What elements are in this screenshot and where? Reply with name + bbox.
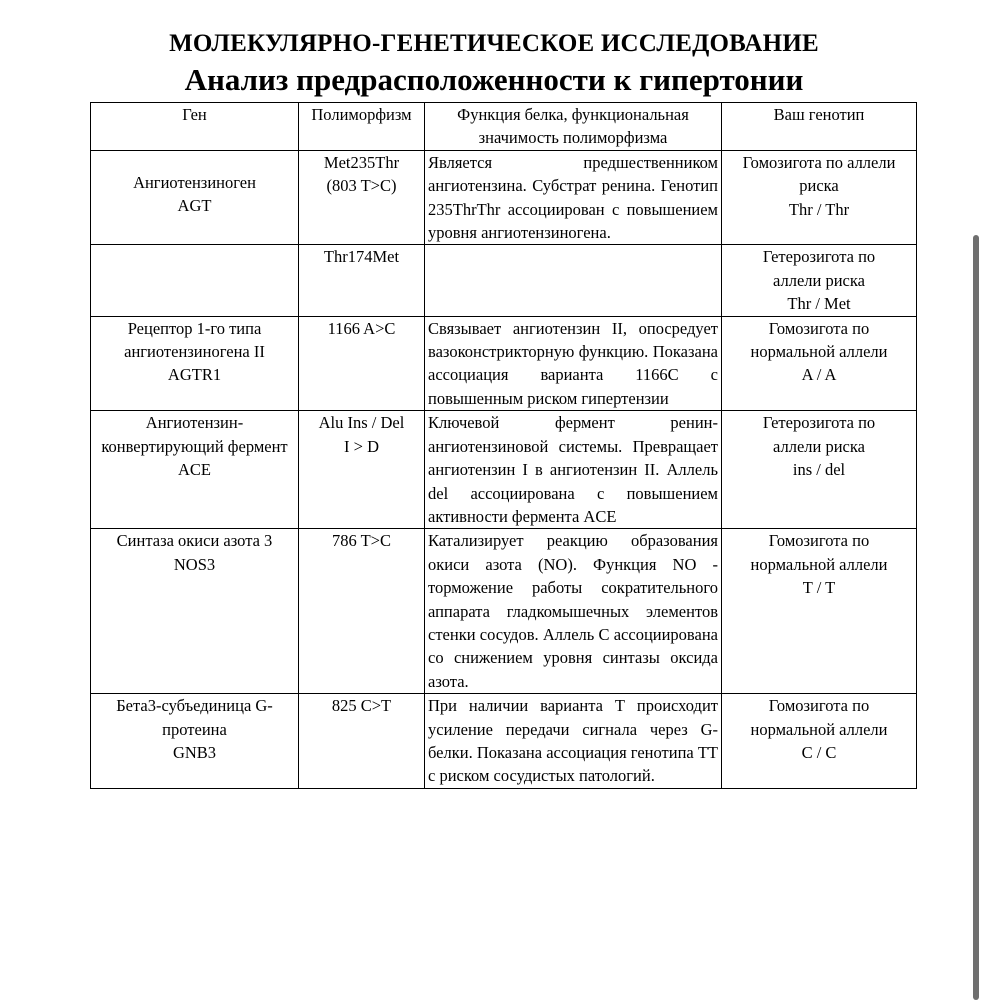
table-row [91,150,917,245]
genotype-line: риска [799,176,839,196]
function-cell: Катализирует реакцию образования окиси азота (NO). Функция NO - торможение работы сократительного аппарата гладкомышечных элементов стенки сосудов. Аллель С ассоциирована со снижением уровня синтазы оксида азота. [425,529,722,694]
function-cell [425,245,722,316]
genotype-line: аллели риска [773,436,865,456]
header-gene: Ген [91,103,299,151]
report-subtitle: Анализ предрасположенности к гипертонии [184,62,804,97]
gene-cell [91,411,299,529]
genotype-cell [722,150,917,245]
genotype-line: Гомозигота по [768,318,870,338]
genotype-line: Гетерозигота по [762,413,876,433]
gene-cell [91,316,299,411]
genotype-cell [722,694,917,789]
gene-cell [91,150,299,245]
polymorphism-line: I > D [344,436,379,456]
polymorphism-cell [299,694,425,789]
genotype-cell [722,316,917,411]
gene-symbol: AGT [177,196,212,216]
function-cell: Связывает ангиотензин II, опосредует вазоконстрикторную функцию. Показана ассоциация варианта 1166С с повышенным риском гипертензии [425,316,722,411]
polymorphism-cell [299,245,425,316]
gene-name: Ангиотензин-конвертирующий фермент [101,413,288,456]
gene-cell [91,529,299,694]
table-row [91,411,917,529]
genotype-line: Гетерозигота по [762,247,876,267]
genotype-value: A / A [801,365,837,385]
genotype-value: T / T [802,578,836,598]
function-cell: При наличии варианта Т происходит усиление передачи сигнала через G-белки. Показана ассоциация генотипа TT с риском сосудистых патологий. [425,694,722,789]
polymorphism-line: 786 T>C [332,531,391,551]
gene-name: Бета3-субъединица G-протеина [116,696,273,739]
polymorphism-line: 1166 A>C [327,318,396,338]
polymorphism-cell [299,529,425,694]
genotype-line: нормальной аллели [750,554,888,574]
genotype-value: Thr / Thr [788,199,850,219]
gene-cell [91,245,299,316]
header-genotype: Ваш генотип [722,103,917,151]
genotype-value: Thr / Met [787,294,851,314]
gene-name: Рецептор 1-го типа ангиотензиногена II [124,318,265,362]
gene-name: Синтаза окиси азота 3 [116,531,273,551]
genotype-line: Гомозигота по [768,696,870,716]
table-row [91,245,917,316]
genotype-cell [722,411,917,529]
function-cell: Является предшественником ангиотензина. Субстрат ренина. Генотип 235ThrThr ассоциирован с повышением уровня ангиотензиногена. [425,150,722,245]
genotype-line: аллели риска [773,270,865,290]
polymorphism-line: (803 T>C) [326,176,397,196]
table-row [91,529,917,694]
genotype-line: Гомозигота по [768,531,870,551]
polymorphism-cell [299,411,425,529]
polymorphism-line: 825 C>T [331,696,392,716]
header-function: Функция белка, функциональная значимость полиморфизма [425,103,722,151]
table-row [91,316,917,411]
gene-symbol: NOS3 [173,554,216,574]
table-row [91,694,917,789]
gene-symbol: ACE [178,460,211,480]
gene-symbol: GNB3 [172,742,217,762]
genotype-line: нормальной аллели [750,719,888,739]
genotype-table [90,102,917,789]
polymorphism-cell [299,150,425,245]
table-header-row [91,103,917,151]
report-title: МОЛЕКУЛЯРНО-ГЕНЕТИЧЕСКОЕ ИССЛЕДОВАНИЕ [169,30,819,57]
genotype-cell [722,529,917,694]
genotype-line: нормальной аллели [750,342,888,362]
gene-cell [91,694,299,789]
polymorphism-cell [299,316,425,411]
header-polymorphism: Полиморфизм [299,103,425,151]
polymorphism-line: Met235Thr [323,152,400,172]
genotype-value: C / C [801,742,837,762]
function-cell: Ключевой фермент ренин-ангиотензиновой системы. Превращает ангиотензин I в ангиотензин II. Аллель del ассоциирована с повышением активности фермента ACE [425,411,722,529]
genotype-cell [722,245,917,316]
genotype-value: ins / del [792,460,846,480]
gene-name: Ангиотензиноген [133,172,256,192]
gene-symbol: AGTR1 [167,365,222,385]
polymorphism-line: Alu Ins / Del [318,413,405,433]
genotype-line: Гомозигота по аллели [742,152,896,172]
vertical-scrollbar[interactable] [973,235,979,1000]
polymorphism-line: Thr174Met [323,247,400,267]
